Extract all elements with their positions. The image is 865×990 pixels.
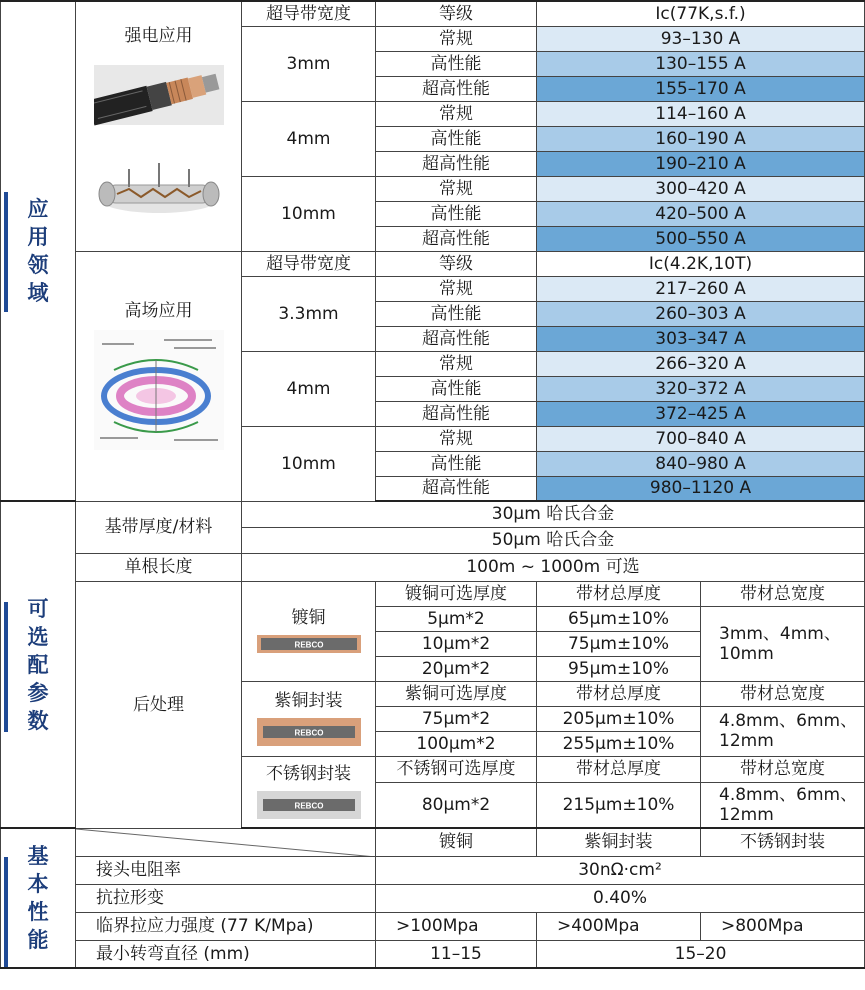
critical-stress-label: 临界拉应力强度 (77 K/Mpa) [76, 912, 376, 940]
copper-plating-name: 镀铜 [291, 608, 326, 628]
copper-plating-cell [242, 581, 376, 681]
length-label: 单根长度 [76, 553, 242, 581]
power-header-row [1, 1, 865, 26]
grade-cell: 高性能 [376, 51, 537, 76]
grade-cell: 超高性能 [376, 401, 537, 426]
joint-resistivity-label: 接头电阻率 [76, 856, 376, 884]
steel-name: 不锈钢封装 [266, 763, 351, 784]
steel-total-width: 4.8mm、6mm、12mm [701, 782, 865, 828]
substrate-label: 基带厚度/材料 [76, 501, 242, 553]
critical-stress-copper: >100Mpa [376, 912, 537, 940]
tensile-strain-value: 0.40% [376, 884, 865, 912]
post-treatment-label: 后处理 [76, 581, 242, 828]
substrate-value: 30μm 哈氏合金 [242, 501, 865, 527]
steel-thickness: 80μm*2 [376, 782, 537, 828]
grade-cell: 超高性能 [376, 226, 537, 251]
grade-cell: 超高性能 [376, 151, 537, 176]
ic-cell: 155–170 A [537, 76, 865, 101]
critical-stress-purple: >400Mpa [537, 912, 701, 940]
cable-image [94, 55, 224, 135]
ic-cell: 840–980 A [537, 451, 865, 476]
power-ic-header: Ic(77K,s.f.) [537, 1, 865, 26]
field-application-title: 高场应用 [124, 301, 193, 321]
purple-copper-name: 紫铜封装 [274, 690, 343, 711]
table-row [1, 501, 865, 527]
table-row [1, 856, 865, 884]
copper-total-width: 3mm、4mm、10mm [701, 606, 865, 681]
steel-total-thickness-header: 带材总厚度 [537, 756, 701, 782]
ic-cell: 93–130 A [537, 26, 865, 51]
diagonal-line [76, 829, 376, 856]
bend-diameter-encapsulated: 15–20 [537, 940, 865, 968]
ic-cell: 217–260 A [537, 276, 865, 301]
perf-col-copper: 镀铜 [376, 828, 537, 856]
grade-cell: 高性能 [376, 301, 537, 326]
purple-thickness: 100μm*2 [376, 731, 537, 756]
copper-total-thickness-header: 带材总厚度 [537, 581, 701, 606]
perf-col-steel: 不锈钢封装 [701, 828, 865, 856]
copper-thickness: 5μm*2 [376, 606, 537, 631]
field-grade-header: 等级 [376, 251, 537, 276]
length-value: 100m ~ 1000m 可选 [242, 553, 865, 581]
critical-stress-steel: >800Mpa [701, 912, 865, 940]
field-header-row [1, 251, 865, 276]
grade-cell: 常规 [376, 26, 537, 51]
copper-total-width-header: 带材总宽度 [701, 581, 865, 606]
purple-thickness-header: 紫铜可选厚度 [376, 681, 537, 706]
width-cell: 10mm [242, 176, 376, 251]
perf-col-purple: 紫铜封装 [537, 828, 701, 856]
ic-cell: 260–303 A [537, 301, 865, 326]
purple-total-thickness: 255μm±10% [537, 731, 701, 756]
purple-total-width-header: 带材总宽度 [701, 681, 865, 706]
table-row [1, 884, 865, 912]
field-ic-header: Ic(4.2K,10T) [537, 251, 865, 276]
grade-cell: 超高性能 [376, 326, 537, 351]
table-row [1, 940, 865, 968]
purple-total-thickness: 205μm±10% [537, 706, 701, 731]
bend-diameter-copper: 11–15 [376, 940, 537, 968]
steel-total-thickness: 215μm±10% [537, 782, 701, 828]
table-row [1, 553, 865, 581]
table-row [1, 912, 865, 940]
grade-cell: 常规 [376, 426, 537, 451]
joint-resistivity-value: 30nΩ·cm² [376, 856, 865, 884]
ic-cell: 303–347 A [537, 326, 865, 351]
ic-cell: 700–840 A [537, 426, 865, 451]
power-application-title: 强电应用 [124, 26, 193, 47]
grade-cell: 超高性能 [376, 476, 537, 501]
grade-cell: 高性能 [376, 126, 537, 151]
steel-total-width-header: 带材总宽度 [701, 756, 865, 782]
ic-cell: 372–425 A [537, 401, 865, 426]
grade-cell: 常规 [376, 276, 537, 301]
grade-cell: 超高性能 [376, 76, 537, 101]
section-application-heading: 应用领域 [1, 1, 76, 501]
table-row [1, 828, 865, 856]
grade-cell: 常规 [376, 351, 537, 376]
ic-cell: 980–1120 A [537, 476, 865, 501]
field-application-cell [76, 251, 242, 501]
diagonal-header-cell [76, 828, 376, 856]
width-cell: 3.3mm [242, 276, 376, 351]
purple-total-thickness-header: 带材总厚度 [537, 681, 701, 706]
ic-cell: 130–155 A [537, 51, 865, 76]
field-width-header: 超导带宽度 [242, 251, 376, 276]
width-cell: 10mm [242, 426, 376, 501]
copper-thickness: 10μm*2 [376, 631, 537, 656]
copper-thickness: 20μm*2 [376, 656, 537, 681]
tensile-strain-label: 抗拉形变 [76, 884, 376, 912]
width-cell: 4mm [242, 351, 376, 426]
copper-thickness-header: 镀铜可选厚度 [376, 581, 537, 606]
purple-thickness: 75μm*2 [376, 706, 537, 731]
purple-copper-rebco-diagram [257, 718, 361, 746]
width-cell: 4mm [242, 101, 376, 176]
ic-cell: 420–500 A [537, 201, 865, 226]
ic-cell: 500–550 A [537, 226, 865, 251]
copper-total-thickness: 75μm±10% [537, 631, 701, 656]
purple-copper-cell [242, 681, 376, 756]
ic-cell: 114–160 A [537, 101, 865, 126]
section-performance-heading: 基本性能 [1, 828, 76, 968]
steel-thickness-header: 不锈钢可选厚度 [376, 756, 537, 782]
copper-rebco-diagram [257, 635, 361, 653]
tokamak-image [94, 330, 224, 450]
power-width-header: 超导带宽度 [242, 1, 376, 26]
purple-total-width: 4.8mm、6mm、12mm [701, 706, 865, 756]
ic-cell: 300–420 A [537, 176, 865, 201]
grade-cell: 高性能 [376, 451, 537, 476]
grade-cell: 常规 [376, 101, 537, 126]
substrate-value: 50μm 哈氏合金 [242, 527, 865, 553]
rebco-label: REBCO [294, 801, 323, 811]
steel-cell [242, 756, 376, 828]
ic-cell: 160–190 A [537, 126, 865, 151]
ic-cell: 266–320 A [537, 351, 865, 376]
grade-cell: 常规 [376, 176, 537, 201]
power-grade-header: 等级 [376, 1, 537, 26]
ic-cell: 190–210 A [537, 151, 865, 176]
rebco-label: REBCO [294, 728, 323, 737]
ic-cell: 320–372 A [537, 376, 865, 401]
current-lead-image [89, 149, 229, 225]
grade-cell: 高性能 [376, 376, 537, 401]
section-options-heading: 可选配参数 [1, 501, 76, 828]
table-row [1, 581, 865, 606]
power-application-cell [76, 1, 242, 251]
bend-diameter-label: 最小转弯直径 (mm) [76, 940, 376, 968]
steel-rebco-diagram [257, 791, 361, 819]
copper-total-thickness: 65μm±10% [537, 606, 701, 631]
rebco-label: REBCO [294, 640, 323, 650]
width-cell: 3mm [242, 26, 376, 101]
copper-total-thickness: 95μm±10% [537, 656, 701, 681]
grade-cell: 高性能 [376, 201, 537, 226]
